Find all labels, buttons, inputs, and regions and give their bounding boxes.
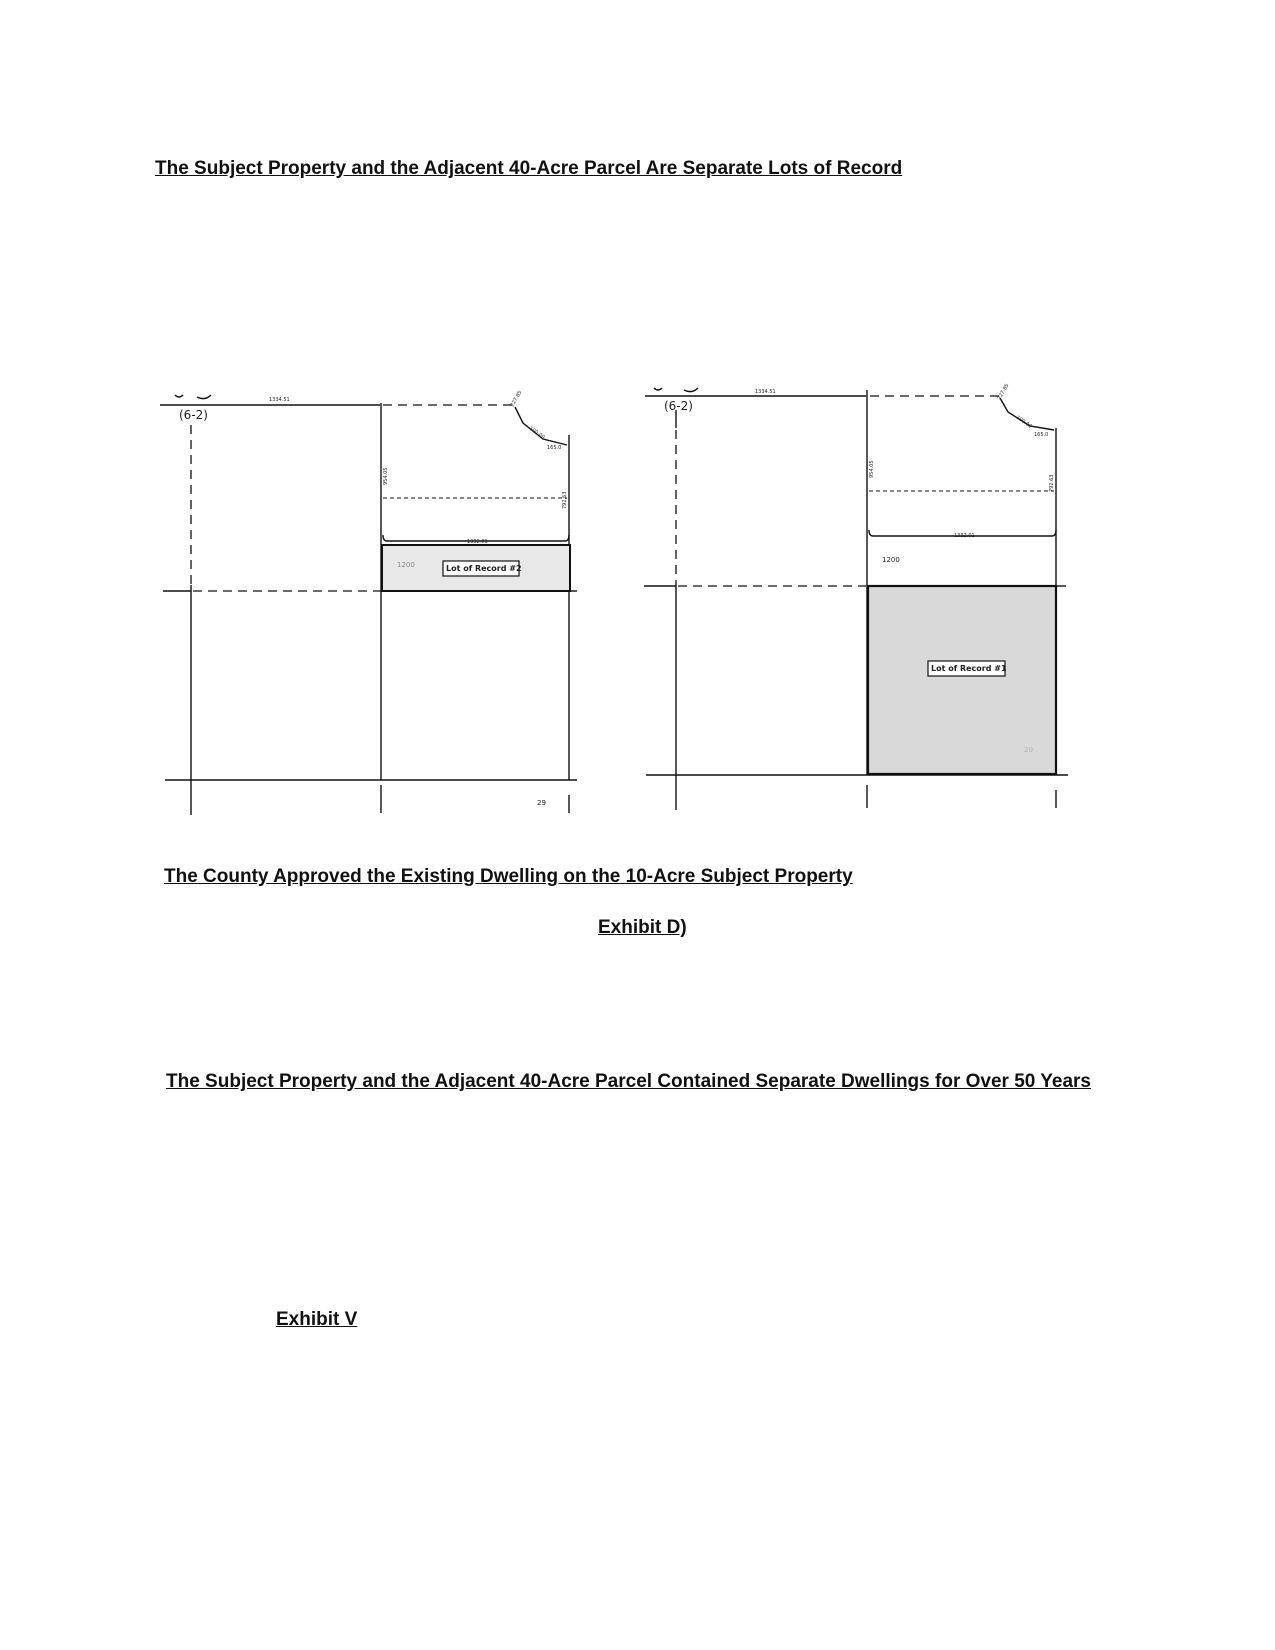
right-map-curve-dim-1: 227.85 [996,382,1011,401]
right-map-curve-dim-2: 100.00 [1014,414,1033,430]
right-map-lot-label: Lot of Record #1 [931,664,1007,673]
right-map-mark [654,388,662,390]
right-map-parcel-ref: (6-2) [664,399,693,413]
right-map-mark [684,388,698,392]
right-map-section-number: 20 [1024,746,1033,754]
left-map-side-dim-1: 954.05 [383,467,389,485]
left-map-parcel-ref: (6-2) [179,408,208,422]
right-parcel-map [640,380,1070,820]
right-map-side-dim-1: 954.05 [869,460,875,478]
right-map-side-dim-2: 792.63 [1049,474,1055,492]
left-map-curve-dim-2: 100.00 [527,425,546,441]
left-map-corner-dim: 165.0 [547,445,562,451]
right-map-mid-dimension: 1332.01 [954,533,975,539]
left-map-lot-label: Lot of Record #2 [446,564,522,573]
heading-separate-dwellings: The Subject Property and the Adjacent 40-Acre Parcel Contained Separate Dwellings for Over 50 Years [166,1071,1091,1092]
left-map-top-dimension: 1334.51 [269,397,290,403]
exhibit-v-reference: Exhibit V [276,1309,358,1330]
left-parcel-map [155,385,585,825]
left-map-section-number: 29 [537,799,546,807]
right-map-top-dimension: 1334.51 [755,389,776,395]
left-map-mid-dimension: 1332.01 [467,539,488,545]
left-map-side-dim-2: 792.63 [562,491,568,509]
right-map-lot-value: 1200 [882,556,900,564]
heading-county-approved: The County Approved the Existing Dwelling on the 10-Acre Subject Property [164,866,853,887]
left-map-mark [175,395,183,397]
left-map-lot-value: 1200 [397,561,415,569]
left-map-curve-dim-1: 227.85 [509,389,524,408]
left-map-mark [197,395,211,399]
right-map-corner-dim: 165.0 [1034,432,1049,438]
exhibit-d-reference: Exhibit D) [598,917,687,938]
heading-lots-of-record: The Subject Property and the Adjacent 40-Acre Parcel Are Separate Lots of Record [155,158,903,179]
